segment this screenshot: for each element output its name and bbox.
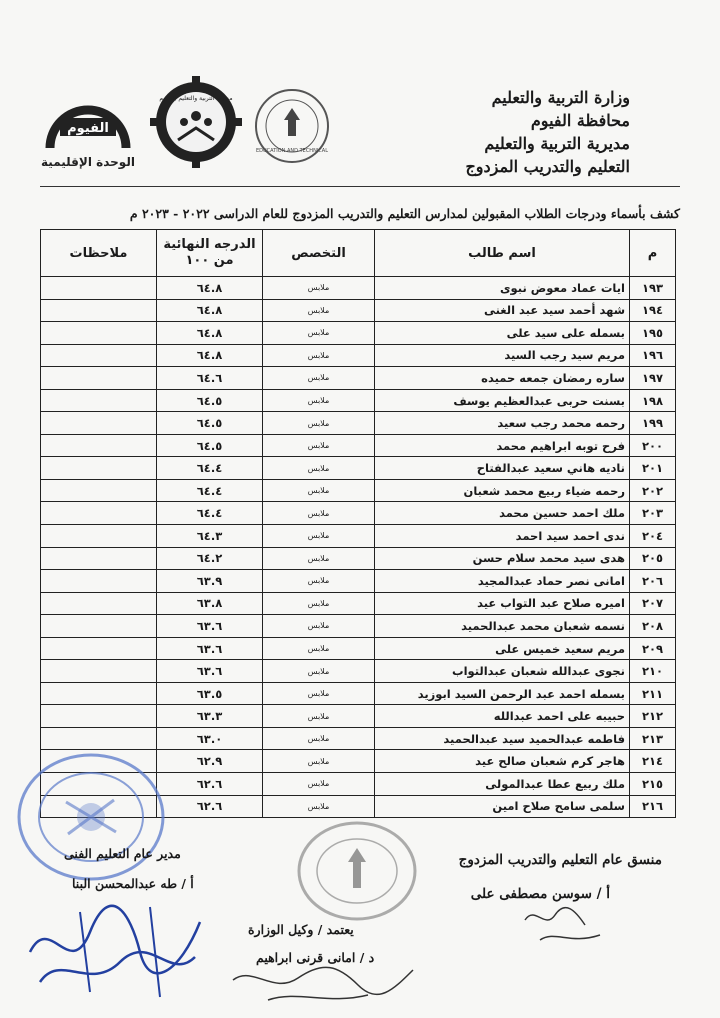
student-name: شهد أحمد سيد عبد الغنى <box>375 299 630 322</box>
notes-cell <box>41 367 157 390</box>
final-grade: ٦٢.٦ <box>157 795 263 818</box>
table-row <box>41 502 676 525</box>
specialization: ملابس <box>263 277 375 300</box>
specialization: ملابس <box>263 750 375 773</box>
specialization: ملابس <box>263 525 375 548</box>
org-line-directorate: مديرية التربية والتعليم <box>484 134 630 153</box>
ministry-seal-logo <box>252 86 332 166</box>
specialization: ملابس <box>263 637 375 660</box>
table-header-row <box>41 230 676 277</box>
specialization: ملابس <box>263 773 375 796</box>
notes-cell <box>41 705 157 728</box>
row-number: ٢١٣ <box>630 727 676 750</box>
ministry-seal-text: EDUCATION AND TECHNICAL <box>256 148 328 154</box>
specialization: ملابس <box>263 592 375 615</box>
row-number: ٢١١ <box>630 682 676 705</box>
specialization: ملابس <box>263 344 375 367</box>
row-number: ٢٠٢ <box>630 479 676 502</box>
notes-cell <box>41 660 157 683</box>
final-grade: ٦٤.٨ <box>157 344 263 367</box>
student-name: نسمه شعبان محمد عبدالحميد <box>375 615 630 638</box>
row-number: ٢٠٧ <box>630 592 676 615</box>
organization-header <box>465 86 630 178</box>
final-grade: ٦٤.٥ <box>157 412 263 435</box>
final-grade: ٦٤.٥ <box>157 389 263 412</box>
final-grade: ٦٤.٥ <box>157 434 263 457</box>
specialization: ملابس <box>263 299 375 322</box>
notes-cell <box>41 412 157 435</box>
student-name: فرح توبه ابراهيم محمد <box>375 434 630 457</box>
final-grade: ٦٣.٨ <box>157 592 263 615</box>
notes-cell <box>41 457 157 480</box>
specialization: ملابس <box>263 367 375 390</box>
notes-cell <box>41 434 157 457</box>
final-grade: ٦٤.٢ <box>157 547 263 570</box>
table-row <box>41 525 676 548</box>
directorate-gear-logo <box>148 74 244 170</box>
specialization: ملابس <box>263 660 375 683</box>
specialization: ملابس <box>263 682 375 705</box>
row-number: ٢٠٤ <box>630 525 676 548</box>
notes-cell <box>41 479 157 502</box>
specialization: ملابس <box>263 389 375 412</box>
row-number: ١٩٣ <box>630 277 676 300</box>
notes-cell <box>41 389 157 412</box>
table-row <box>41 637 676 660</box>
table-row <box>41 434 676 457</box>
specialization: ملابس <box>263 727 375 750</box>
director-name: أ / طه عبدالمحسن البنا <box>72 876 194 891</box>
notes-cell <box>41 525 157 548</box>
table-row <box>41 570 676 593</box>
specialization: ملابس <box>263 570 375 593</box>
table-row <box>41 615 676 638</box>
row-number: ٢١٠ <box>630 660 676 683</box>
header-grade-line1: الدرجه النهائية <box>163 237 256 252</box>
student-name: نجوى عبدالله شعبان عبدالتواب <box>375 660 630 683</box>
specialization: ملابس <box>263 615 375 638</box>
table-row <box>41 299 676 322</box>
table-row <box>41 660 676 683</box>
table-row <box>41 367 676 390</box>
student-name: حبيبه على احمد عبدالله <box>375 705 630 728</box>
final-grade: ٦٤.٦ <box>157 367 263 390</box>
gray-seal-center <box>292 816 422 926</box>
notes-cell <box>41 682 157 705</box>
table-row <box>41 412 676 435</box>
specialization: ملابس <box>263 705 375 728</box>
table-row <box>41 592 676 615</box>
row-number: ١٩٧ <box>630 367 676 390</box>
student-name: ناديه هاني سعيد عبدالفتاح <box>375 457 630 480</box>
student-name: مريم سيد رجب السيد <box>375 344 630 367</box>
row-number: ٢٠٣ <box>630 502 676 525</box>
row-number: ٢٠٦ <box>630 570 676 593</box>
row-number: ١٩٨ <box>630 389 676 412</box>
student-name: ندى احمد سيد احمد <box>375 525 630 548</box>
row-number: ٢١٢ <box>630 705 676 728</box>
header-num: م <box>630 230 676 277</box>
notes-cell <box>41 615 157 638</box>
student-name: رحمه محمد رجب سعيد <box>375 412 630 435</box>
final-grade: ٦٣.٦ <box>157 637 263 660</box>
final-grade: ٦٢.٦ <box>157 773 263 796</box>
org-line-ministry: وزارة التربية والتعليم <box>491 88 630 107</box>
deputy-name: د / امانى قرنى ابراهيم <box>256 950 375 965</box>
student-name: ملك احمد حسين محمد <box>375 502 630 525</box>
final-grade: ٦٣.٦ <box>157 615 263 638</box>
row-number: ١٩٩ <box>630 412 676 435</box>
notes-cell <box>41 502 157 525</box>
row-number: ١٩٦ <box>630 344 676 367</box>
final-grade: ٦٤.٤ <box>157 457 263 480</box>
fayoum-regional-unit-logo <box>40 78 136 174</box>
table-row <box>41 479 676 502</box>
final-grade: ٦٤.٨ <box>157 277 263 300</box>
specialization: ملابس <box>263 502 375 525</box>
specialization: ملابس <box>263 479 375 502</box>
row-number: ٢٠٩ <box>630 637 676 660</box>
org-line-governorate: محافظة الفيوم <box>530 111 630 130</box>
coordinator-title: منسق عام التعليم والتدريب المزدوج <box>458 852 662 868</box>
student-name: بسمله احمد عبد الرحمن السيد ابوزيد <box>375 682 630 705</box>
student-name: سلمى سامح صلاح امين <box>375 795 630 818</box>
specialization: ملابس <box>263 795 375 818</box>
student-name: رحمه ضياء ربيع محمد شعبان <box>375 479 630 502</box>
directorate-logo-text: مديرية التربية والتعليم بالفيوم <box>159 95 233 102</box>
student-name: ملك ربيع عطا عبدالمولى <box>375 773 630 796</box>
final-grade: ٦٤.٤ <box>157 479 263 502</box>
student-name: بسمله على سيد على <box>375 322 630 345</box>
student-name: ساره رمضان جمعه حميده <box>375 367 630 390</box>
specialization: ملابس <box>263 547 375 570</box>
row-number: ٢١٤ <box>630 750 676 773</box>
org-line-department: التعليم والتدريب المزدوج <box>465 157 630 176</box>
row-number: ٢٠٨ <box>630 615 676 638</box>
grades-table-body <box>41 277 676 818</box>
notes-cell <box>41 277 157 300</box>
table-row <box>41 547 676 570</box>
final-grade: ٦٣.٩ <box>157 570 263 593</box>
header-grade-line2: من ١٠٠ <box>185 253 234 268</box>
fayoum-logo-subtext: الوحدة الإقليمية <box>41 155 135 169</box>
row-number: ١٩٥ <box>630 322 676 345</box>
specialization: ملابس <box>263 322 375 345</box>
notes-cell <box>41 570 157 593</box>
grades-table <box>40 229 676 818</box>
specialization: ملابس <box>263 412 375 435</box>
final-grade: ٦٣.٣ <box>157 705 263 728</box>
row-number: ٢١٥ <box>630 773 676 796</box>
final-grade: ٦٣.٠ <box>157 727 263 750</box>
header-divider <box>40 186 680 187</box>
director-title: مدير عام التعليم الفنى <box>64 846 181 861</box>
fayoum-logo-text: الفيوم <box>67 121 109 136</box>
student-name: امانى نصر حماد عبدالمجيد <box>375 570 630 593</box>
handwritten-initials-coordinator <box>520 900 610 950</box>
final-grade: ٦٤.٨ <box>157 299 263 322</box>
table-row <box>41 389 676 412</box>
final-grade: ٦٤.٤ <box>157 502 263 525</box>
coordinator-name: أ / سوسن مصطفى على <box>470 886 610 902</box>
header-spec: التخصص <box>263 230 375 277</box>
table-row <box>41 322 676 345</box>
notes-cell <box>41 592 157 615</box>
blue-stamp-left <box>6 742 176 892</box>
student-name: هاجر كرم شعبان صالح عيد <box>375 750 630 773</box>
row-number: ٢١٦ <box>630 795 676 818</box>
document-title: كشف بأسماء ودرجات الطلاب المقبولين لمدارس التعليم والتدريب المزدوج للعام الدراسى ٢٠٢٢ - ٢٠٢٣ م <box>129 206 680 221</box>
row-number: ٢٠٠ <box>630 434 676 457</box>
student-name: بسنت حربى عبدالعظيم يوسف <box>375 389 630 412</box>
row-number: ٢٠٥ <box>630 547 676 570</box>
specialization: ملابس <box>263 457 375 480</box>
header-logos <box>40 70 340 180</box>
notes-cell <box>41 322 157 345</box>
row-number: ١٩٤ <box>630 299 676 322</box>
row-number: ٢٠١ <box>630 457 676 480</box>
table-row <box>41 277 676 300</box>
student-name: فاطمه عبدالحميد سيد عبدالحميد <box>375 727 630 750</box>
notes-cell <box>41 344 157 367</box>
final-grade: ٦٢.٩ <box>157 750 263 773</box>
student-name: اميره صلاح عبد التواب عيد <box>375 592 630 615</box>
notes-cell <box>41 637 157 660</box>
header-grade <box>157 230 263 277</box>
student-name: ايات عماد معوض نبوى <box>375 277 630 300</box>
approval-label: يعتمد / وكيل الوزارة <box>248 922 354 937</box>
final-grade: ٦٣.٥ <box>157 682 263 705</box>
header-name: اسم طالب <box>375 230 630 277</box>
table-row <box>41 682 676 705</box>
table-row <box>41 705 676 728</box>
student-name: مريم سعيد خميس على <box>375 637 630 660</box>
header-notes: ملاحظات <box>41 230 157 277</box>
handwritten-signature-deputy <box>228 960 418 1010</box>
notes-cell <box>41 299 157 322</box>
final-grade: ٦٤.٣ <box>157 525 263 548</box>
final-grade: ٦٤.٨ <box>157 322 263 345</box>
table-row <box>41 457 676 480</box>
student-name: هدى سيد محمد سلام حسن <box>375 547 630 570</box>
handwritten-signature-director <box>20 892 210 1002</box>
notes-cell <box>41 547 157 570</box>
specialization: ملابس <box>263 434 375 457</box>
final-grade: ٦٣.٦ <box>157 660 263 683</box>
table-row <box>41 344 676 367</box>
